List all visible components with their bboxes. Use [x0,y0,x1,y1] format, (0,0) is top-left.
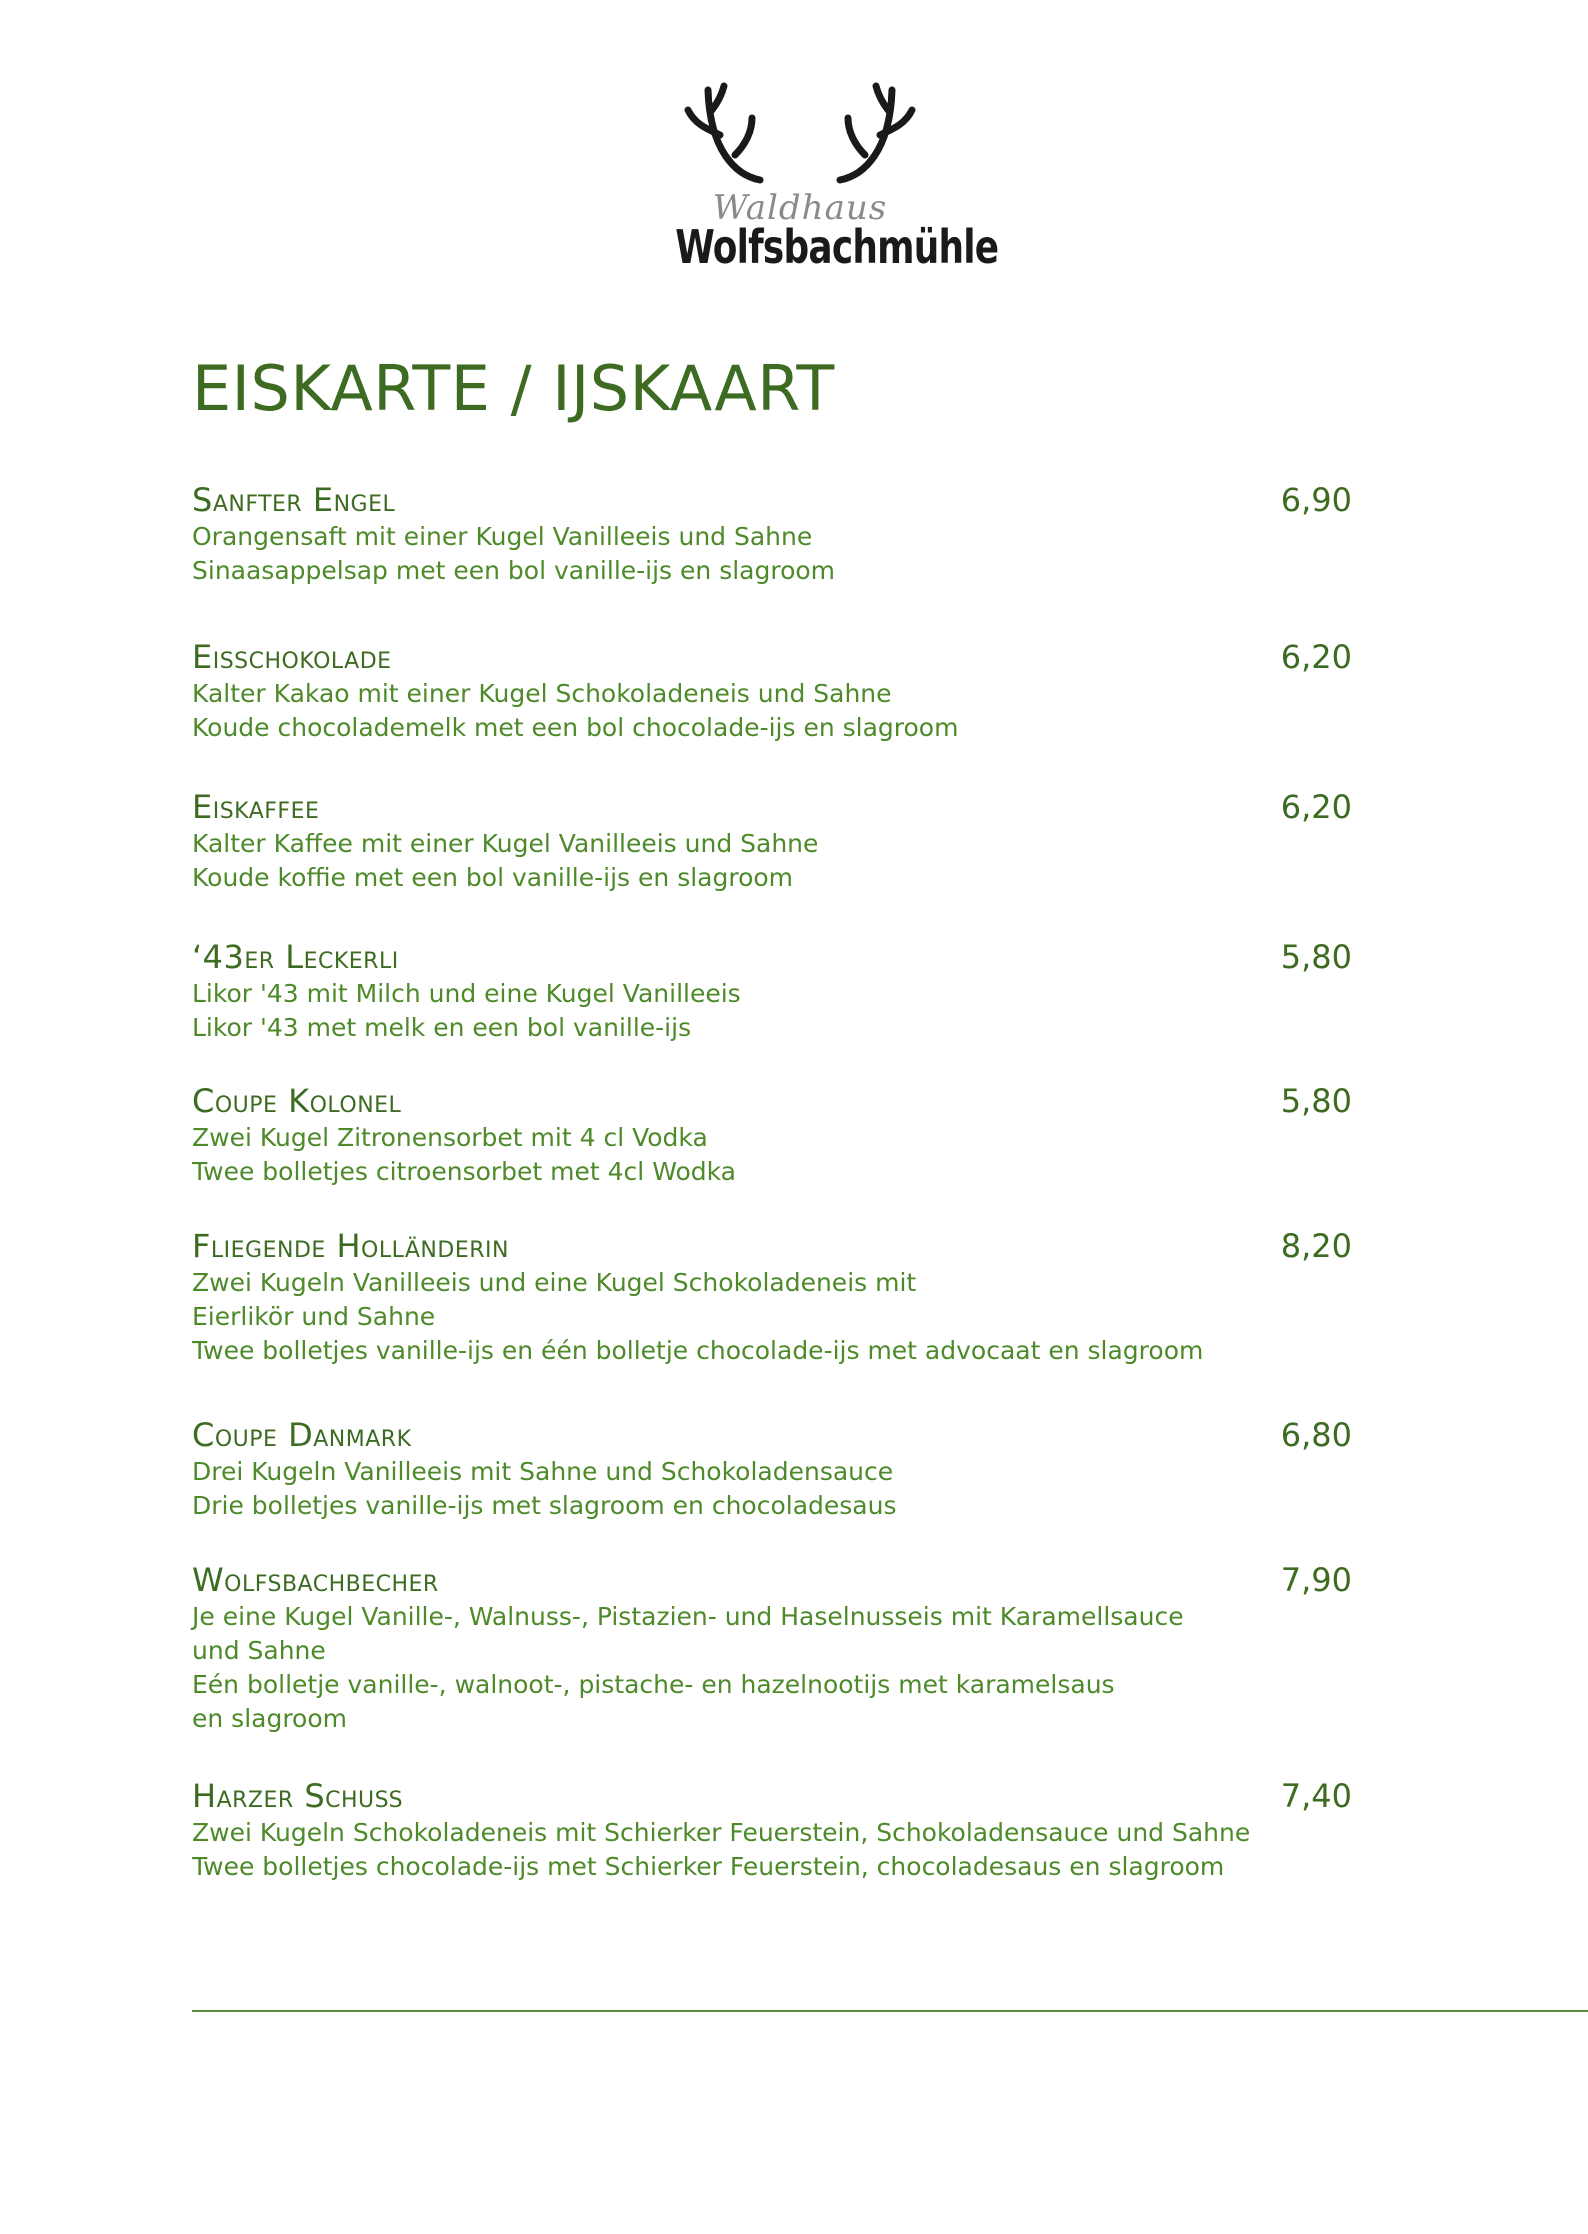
item-name: Eisschokolade [192,638,392,676]
item-desc-de: Zwei Kugel Zitronensorbet mit 4 cl Vodka [192,1123,708,1152]
logo-name-text: Wolfsbachmühle [675,220,999,274]
item-desc-de: Zwei Kugeln Vanilleeis und eine Kugel Schokoladeneis mit Eierlikör und Sahne [192,1268,917,1331]
item-name: Wolfsbachbecher [192,1561,439,1599]
item-price: 6,20 [1280,788,1352,826]
item-price: 8,20 [1280,1227,1352,1265]
item-price: 6,20 [1280,638,1352,676]
item-price: 7,40 [1280,1777,1352,1815]
item-desc-nl: Koude koffie met een bol vanille-ijs en slagroom [192,863,794,892]
item-desc-nl: Twee bolletjes citroensorbet met 4cl Wodka [192,1157,736,1186]
item-price: 5,80 [1280,1082,1352,1120]
item-desc-de: Likor '43 mit Milch und eine Kugel Vanilleeis [192,979,741,1008]
page-title: EISKARTE / IJSKAART [192,352,835,425]
item-desc-de: Kalter Kaffee mit einer Kugel Vanilleeis und Sahne [192,829,819,858]
menu-item [192,937,1352,1045]
item-desc-de: Zwei Kugeln Schokoladeneis mit Schierker Feuerstein, Schokoladensauce und Sahne [192,1818,1251,1847]
item-desc-de: Orangensaft mit einer Kugel Vanilleeis und Sahne [192,522,813,551]
menu-item [192,480,1352,588]
item-desc-nl: Drie bolletjes vanille-ijs met slagroom en chocoladesaus [192,1491,897,1520]
item-name: Coupe Danmark [192,1416,412,1454]
item-name: Coupe Kolonel [192,1082,402,1120]
item-desc-nl: Sinaasappelsap met een bol vanille-ijs en slagroom [192,556,836,585]
menu-item [192,1560,1352,1736]
item-name: Fliegende Holländerin [192,1227,509,1265]
item-desc-de: Drei Kugeln Vanilleeis mit Sahne und Schokoladensauce [192,1457,894,1486]
item-price: 6,90 [1280,481,1352,519]
menu-item [192,1415,1352,1523]
item-desc-nl: Eén bolletje vanille-, walnoot-, pistache- en hazelnootijs met karamelsaus en slagroom [192,1670,1115,1733]
menu-item [192,1081,1352,1189]
item-price: 7,90 [1280,1561,1352,1599]
item-desc-de: Je eine Kugel Vanille-, Walnuss-, Pistazien- und Haselnusseis mit Karamellsauce und Sahne [192,1602,1184,1665]
logo-script-text: Waldhaus [712,188,888,228]
item-desc-nl: Twee bolletjes vanille-ijs en één bolletje chocolade-ijs met advocaat en slagroom [192,1336,1204,1365]
item-price: 6,80 [1280,1416,1352,1454]
item-desc-de: Kalter Kakao mit einer Kugel Schokoladeneis und Sahne [192,679,892,708]
menu-item [192,637,1352,745]
item-desc-nl: Twee bolletjes chocolade-ijs met Schierker Feuerstein, chocoladesaus en slagroom [192,1852,1225,1881]
item-name: Eiskaffee [192,788,320,826]
item-price: 5,80 [1280,938,1352,976]
antlers-icon [640,80,960,190]
menu-item [192,1776,1352,1884]
item-desc-nl: Likor '43 met melk en een bol vanille-ijs [192,1013,692,1042]
menu-item [192,787,1352,895]
item-name: Sanfter Engel [192,481,396,519]
item-name: ‘43er Leckerli [192,938,399,976]
item-name: Harzer Schuß [192,1777,404,1815]
item-desc-nl: Koude chocolademelk met een bol chocolade-ijs en slagroom [192,713,959,742]
logo [640,80,999,290]
menu-item [192,1226,1352,1368]
footer-divider [192,2010,1588,2012]
